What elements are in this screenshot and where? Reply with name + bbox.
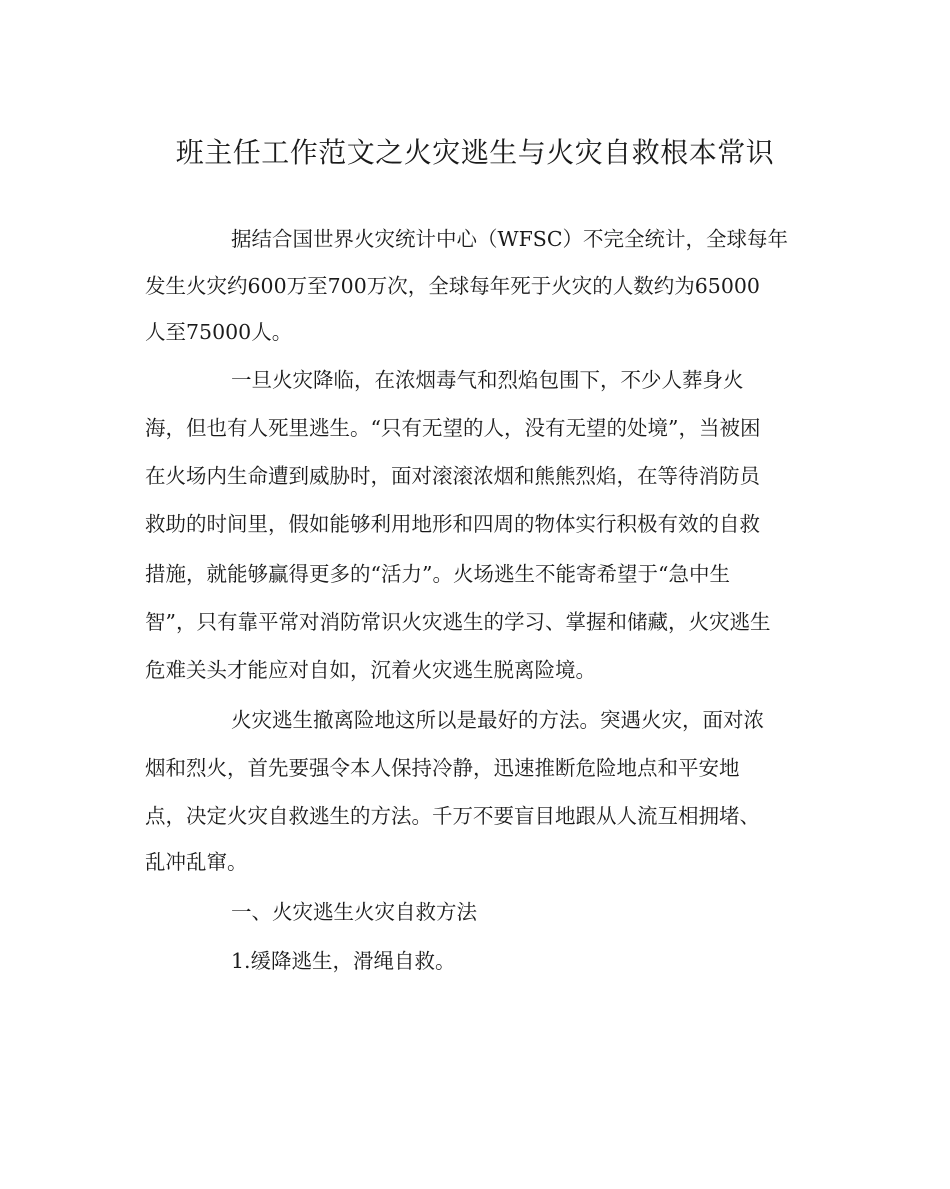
paragraph-line: 措施，就能够赢得更多的“活力”。火场逃生不能寄希望于“急中生 <box>145 562 730 586</box>
document-title: 班主任工作范文之火灾逃生与火灾自救根本常识 <box>175 136 775 169</box>
paragraph-line: 一旦火灾降临，在浓烟毒气和烈焰包围下，不少人葬身火 <box>231 368 744 392</box>
paragraph-line: 人至75000人。 <box>145 320 293 344</box>
paragraph-line: 海，但也有人死里逃生。“只有无望的人，没有无望的处境”，当被困 <box>145 416 761 440</box>
paragraph-line: 发生火灾约600万至700万次，全球每年死于火灾的人数约为65000 <box>145 274 760 298</box>
paragraph-line: 危难关头才能应对自如，沉着火灾逃生脱离险境。 <box>145 658 596 682</box>
paragraph-line: 智”，只有靠平常对消防常识火灾逃生的学习、掌握和储藏，火灾逃生 <box>145 610 771 634</box>
paragraph-line: 救助的时间里，假如能够利用地形和四周的物体实行积极有效的自救 <box>145 512 760 536</box>
paragraph-line: 据结合国世界火灾统计中心（WFSC）不完全统计，全球每年 <box>231 227 789 251</box>
paragraph-line: 乱冲乱窜。 <box>145 850 248 874</box>
paragraph-line: 烟和烈火，首先要强令本人保持冷静，迅速推断危险地点和平安地 <box>145 756 740 780</box>
paragraph-line: 火灾逃生撤离险地这所以是最好的方法。突遇火灾，面对浓 <box>231 708 764 732</box>
subsection-heading: 1.缓降逃生，滑绳自救。 <box>231 949 456 973</box>
paragraph-line: 在火场内生命遭到威胁时，面对滚滚浓烟和熊熊烈焰，在等待消防员 <box>145 464 760 488</box>
section-heading: 一、火灾逃生火灾自救方法 <box>231 900 477 924</box>
paragraph-line: 点，决定火灾自救逃生的方法。千万不要盲目地跟从人流互相拥堵、 <box>145 804 760 828</box>
